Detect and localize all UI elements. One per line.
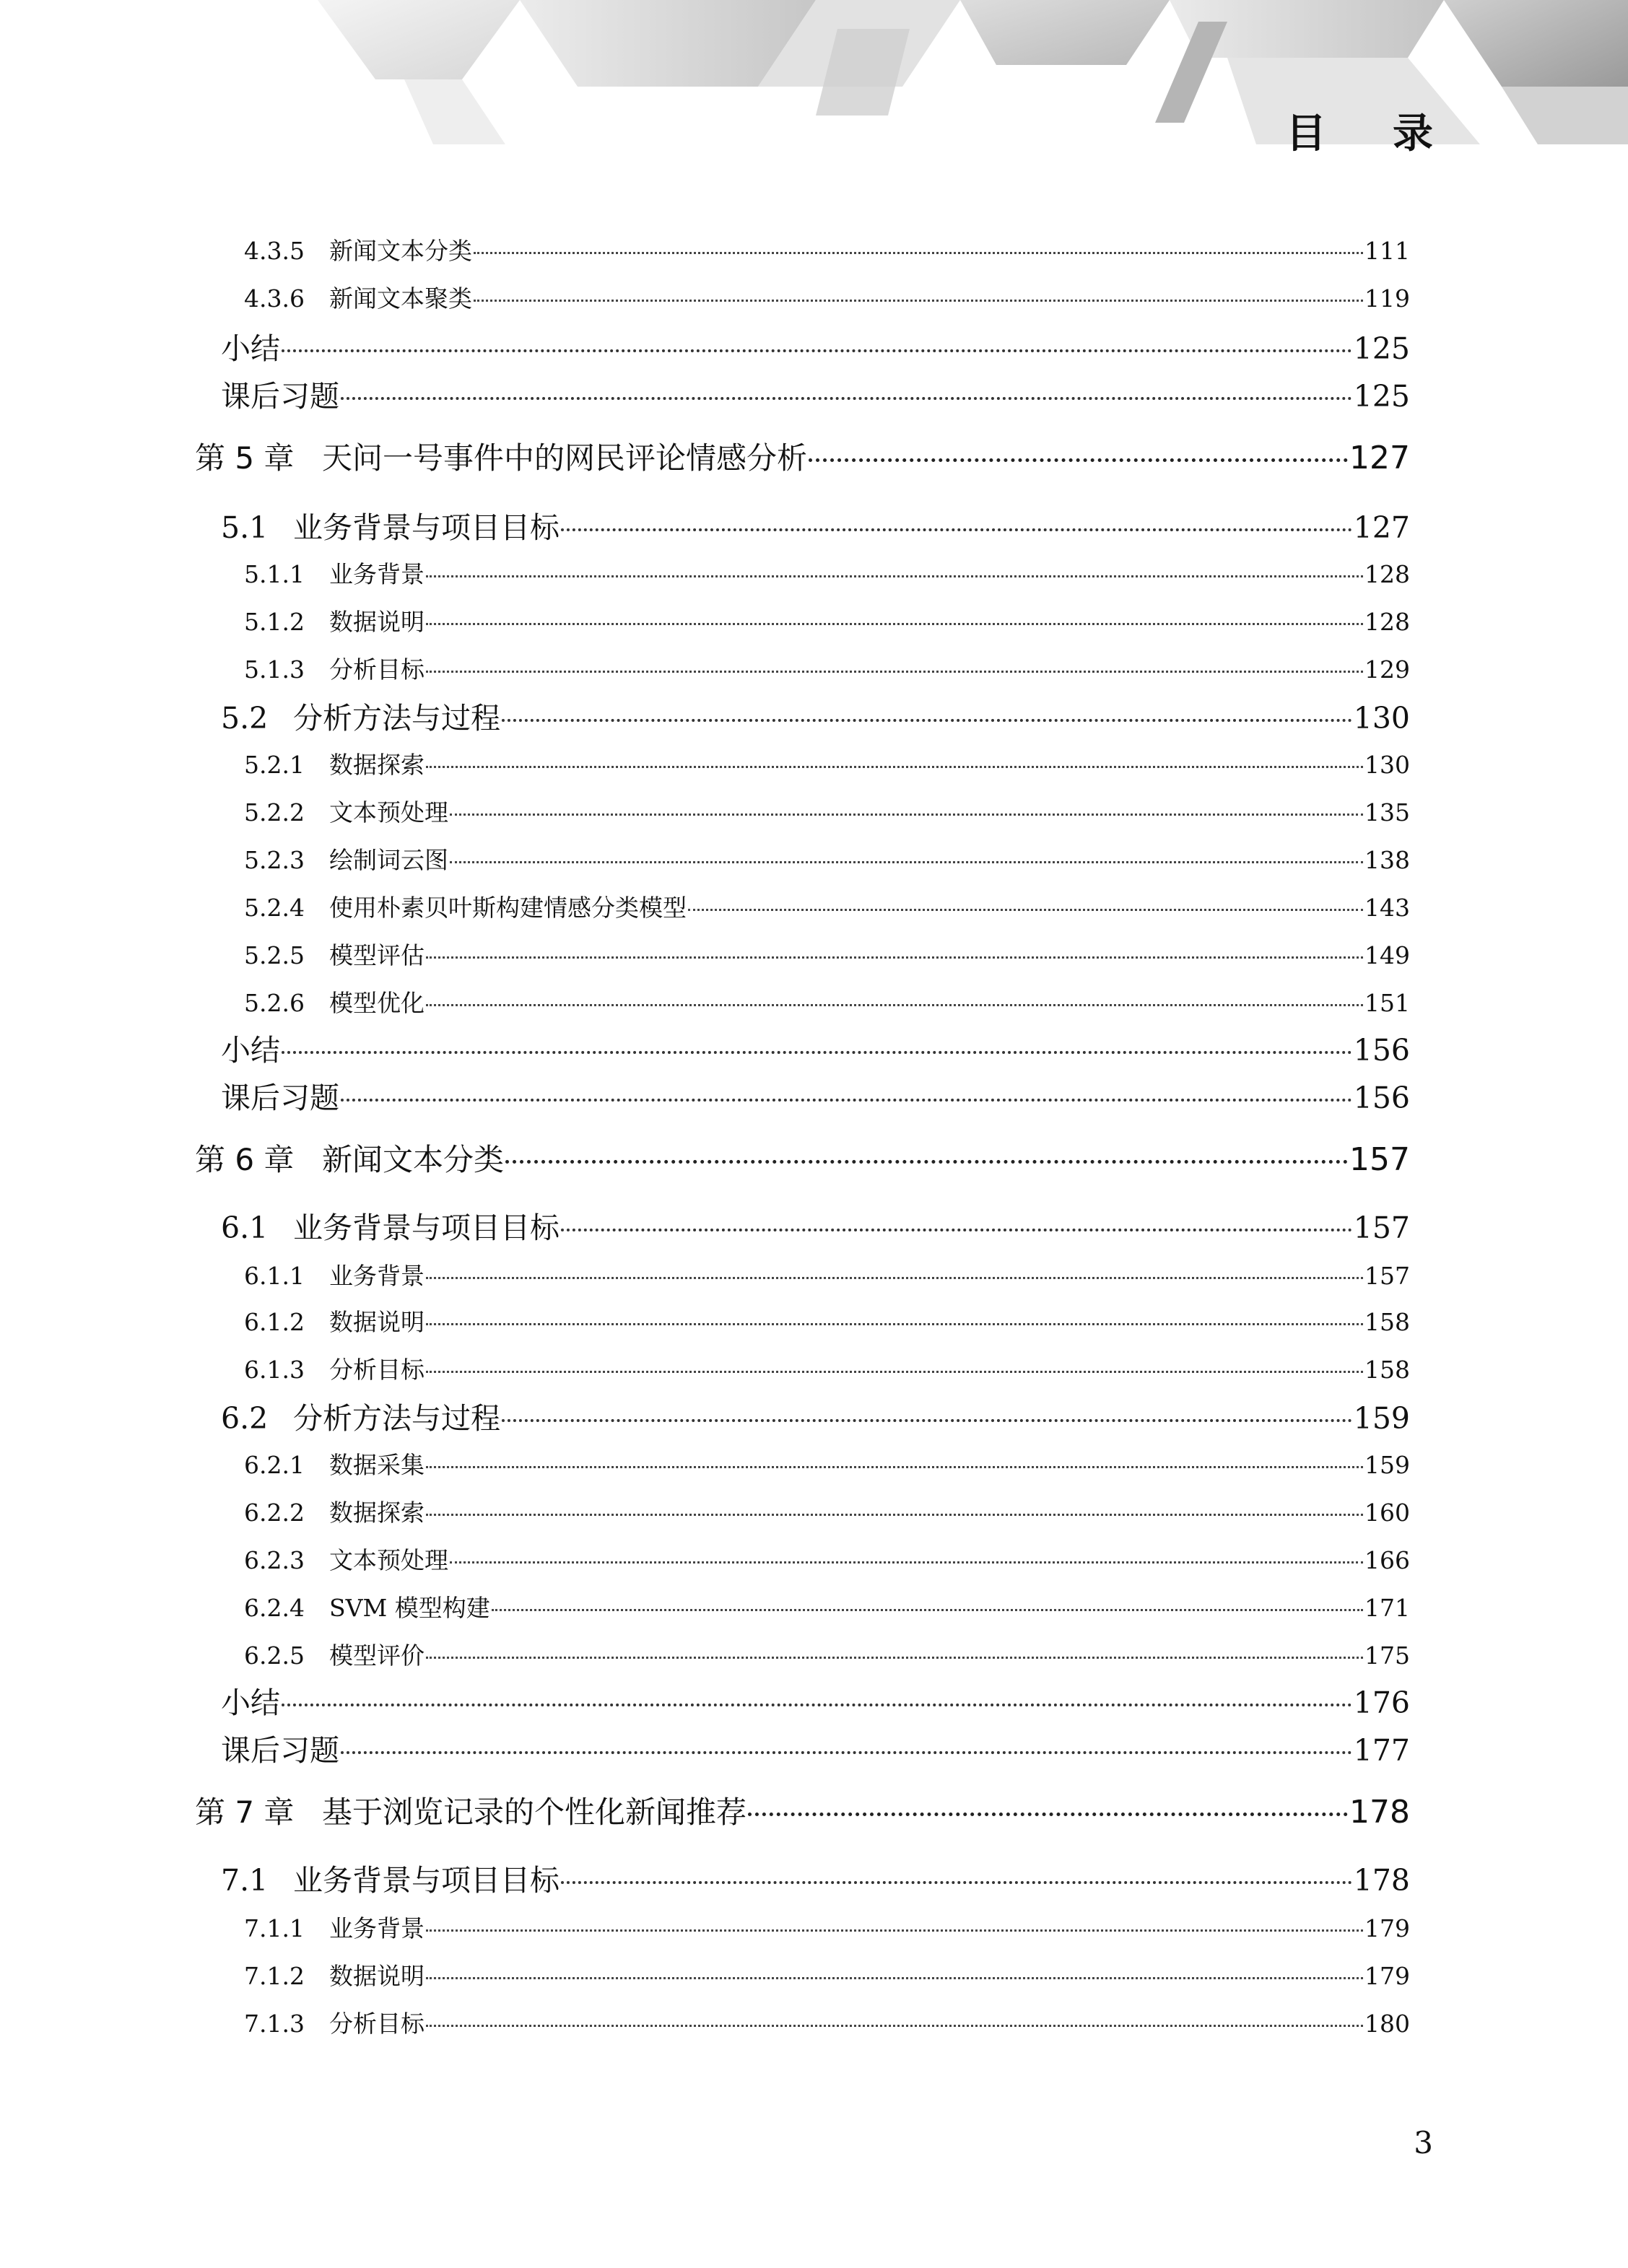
toc-entry[interactable] bbox=[221, 694, 1410, 737]
toc-entry[interactable] bbox=[244, 1542, 1410, 1576]
toc-entry[interactable] bbox=[244, 842, 1410, 876]
section-number: 6.2.3 bbox=[244, 1546, 305, 1574]
toc-entry[interactable] bbox=[244, 651, 1410, 685]
page-ref: 151 bbox=[1364, 989, 1410, 1017]
page-ref: 156 bbox=[1353, 1081, 1410, 1115]
section-number: 6.1.3 bbox=[244, 1356, 305, 1384]
section-title: 课后习题 bbox=[221, 1081, 339, 1115]
dot-leader bbox=[426, 1004, 1363, 1006]
page-ref: 166 bbox=[1364, 1546, 1410, 1574]
dot-leader bbox=[492, 1609, 1363, 1611]
section-title: 使用朴素贝叶斯构建情感分类模型 bbox=[329, 894, 687, 922]
dot-leader bbox=[426, 1514, 1363, 1516]
page-ref: 119 bbox=[1364, 284, 1410, 313]
section-number: 7.1 bbox=[221, 1863, 269, 1898]
dot-leader bbox=[502, 1419, 1352, 1422]
section-number: 4.3.5 bbox=[244, 237, 305, 265]
page-ref: 129 bbox=[1364, 655, 1410, 684]
toc-entry[interactable] bbox=[244, 2005, 1410, 2039]
page-ref: 159 bbox=[1364, 1451, 1410, 1479]
toc-entry[interactable] bbox=[244, 746, 1410, 780]
toc-entry[interactable] bbox=[244, 1351, 1410, 1385]
section-title: 模型评估 bbox=[329, 941, 425, 969]
toc-entry[interactable] bbox=[221, 1727, 1410, 1769]
dot-leader bbox=[426, 2025, 1363, 2027]
dot-leader bbox=[561, 528, 1352, 531]
section-title: 数据探索 bbox=[329, 1499, 425, 1527]
section-number: 6.1.2 bbox=[244, 1308, 305, 1336]
toc-entry[interactable] bbox=[244, 1257, 1410, 1291]
dot-leader bbox=[426, 956, 1363, 959]
dot-leader bbox=[426, 623, 1363, 625]
dot-leader bbox=[688, 909, 1363, 911]
section-number: 6.2.2 bbox=[244, 1499, 305, 1527]
section-number: 6.1.1 bbox=[244, 1262, 305, 1290]
section-title: 分析方法与过程 bbox=[293, 1401, 500, 1436]
page-ref: 125 bbox=[1353, 331, 1410, 366]
page-ref: 157 bbox=[1349, 1141, 1410, 1178]
page-ref: 127 bbox=[1353, 510, 1410, 545]
page-ref: 176 bbox=[1353, 1685, 1410, 1720]
toc-entry[interactable] bbox=[244, 1637, 1410, 1671]
dot-leader bbox=[426, 1466, 1363, 1468]
toc-entry[interactable] bbox=[244, 603, 1410, 637]
section-title: 分析方法与过程 bbox=[293, 701, 500, 736]
dot-leader bbox=[450, 814, 1363, 816]
dot-leader bbox=[426, 1323, 1363, 1325]
page-ref: 157 bbox=[1353, 1211, 1410, 1245]
page-ref: 130 bbox=[1364, 751, 1410, 779]
toc-entry[interactable] bbox=[221, 1026, 1410, 1069]
section-title: 数据说明 bbox=[329, 608, 425, 636]
toc-entry[interactable] bbox=[221, 1857, 1410, 1899]
toc-entry[interactable] bbox=[221, 325, 1410, 367]
page-ref: 127 bbox=[1349, 440, 1410, 476]
dot-leader bbox=[282, 1704, 1352, 1706]
toc-entry[interactable] bbox=[244, 1910, 1410, 1944]
toc-entry[interactable] bbox=[221, 1204, 1410, 1247]
chapter-number: 第 5 章 bbox=[195, 440, 295, 476]
toc-entry[interactable] bbox=[221, 504, 1410, 546]
section-title: 数据说明 bbox=[329, 1308, 425, 1336]
section-number: 6.2.5 bbox=[244, 1641, 305, 1670]
dot-leader bbox=[450, 861, 1363, 863]
dot-leader bbox=[426, 1277, 1363, 1279]
dot-leader bbox=[505, 1160, 1348, 1164]
section-title: 分析目标 bbox=[329, 1356, 425, 1384]
section-number: 7.1.2 bbox=[244, 1962, 305, 1990]
section-title: 课后习题 bbox=[221, 379, 339, 414]
page-ref: 158 bbox=[1364, 1356, 1410, 1384]
section-title: 模型评价 bbox=[329, 1641, 425, 1670]
page-ref: 156 bbox=[1353, 1033, 1410, 1068]
dot-leader bbox=[341, 1099, 1352, 1102]
page-ref: 149 bbox=[1364, 941, 1410, 969]
toc-entry[interactable] bbox=[244, 1589, 1410, 1623]
toc-entry[interactable] bbox=[244, 794, 1410, 828]
section-number: 6.1 bbox=[221, 1211, 269, 1245]
section-title: 业务背景与项目目标 bbox=[293, 1863, 560, 1898]
section-title: 业务背景 bbox=[329, 1914, 425, 1942]
section-title: 新闻文本分类 bbox=[329, 237, 472, 265]
section-number: 5.2.2 bbox=[244, 798, 305, 826]
section-title: 小结 bbox=[221, 1033, 280, 1068]
page-ref: 175 bbox=[1364, 1641, 1410, 1670]
section-number: 6.2.1 bbox=[244, 1451, 305, 1479]
toc-entry[interactable] bbox=[221, 372, 1410, 415]
dot-leader bbox=[450, 1561, 1363, 1563]
dot-leader bbox=[748, 1813, 1348, 1816]
toc-entry[interactable] bbox=[244, 1447, 1410, 1480]
page-ref: 138 bbox=[1364, 846, 1410, 874]
section-title: 文本预处理 bbox=[329, 798, 448, 826]
section-title: 业务背景 bbox=[329, 560, 425, 588]
section-number: 5.2 bbox=[221, 701, 269, 736]
toc-entry[interactable] bbox=[244, 1958, 1410, 1992]
section-title: 业务背景与项目目标 bbox=[293, 1211, 560, 1245]
dot-leader bbox=[561, 1881, 1352, 1884]
toc-entry[interactable] bbox=[244, 1304, 1410, 1338]
toc-entry[interactable] bbox=[244, 232, 1410, 266]
page-ref: 128 bbox=[1364, 560, 1410, 588]
section-title: 分析目标 bbox=[329, 655, 425, 684]
section-number: 7.1.3 bbox=[244, 2010, 305, 2038]
toc-chapter-entry[interactable] bbox=[195, 1136, 1410, 1179]
toc-chapter-entry[interactable] bbox=[195, 435, 1410, 478]
section-title: 小结 bbox=[221, 331, 280, 366]
toc-entry[interactable] bbox=[244, 985, 1410, 1019]
page-ref: 135 bbox=[1364, 798, 1410, 826]
section-number: 5.2.4 bbox=[244, 894, 305, 922]
section-number: 7.1.1 bbox=[244, 1914, 305, 1942]
section-title: 小结 bbox=[221, 1685, 280, 1720]
page-ref: 178 bbox=[1353, 1863, 1410, 1898]
dot-leader bbox=[561, 1229, 1352, 1231]
page-ref: 171 bbox=[1364, 1594, 1410, 1622]
dot-leader bbox=[426, 1929, 1363, 1932]
chapter-title: 基于浏览记录的个性化新闻推荐 bbox=[322, 1794, 747, 1830]
section-number: 5.1.3 bbox=[244, 655, 305, 684]
dot-leader bbox=[502, 719, 1352, 722]
dot-leader bbox=[474, 300, 1363, 302]
page-ref: 143 bbox=[1364, 894, 1410, 922]
dot-leader bbox=[282, 1051, 1352, 1054]
toc-entry[interactable] bbox=[221, 1679, 1410, 1722]
section-number: 6.2.4 bbox=[244, 1594, 305, 1622]
section-title: 绘制词云图 bbox=[329, 846, 448, 874]
section-number: 6.2 bbox=[221, 1401, 269, 1436]
toc-entry[interactable] bbox=[244, 556, 1410, 590]
dot-leader bbox=[474, 252, 1363, 254]
toc-entry[interactable] bbox=[221, 1395, 1410, 1437]
dot-leader bbox=[426, 1977, 1363, 1979]
dot-leader bbox=[426, 766, 1363, 768]
dot-leader bbox=[426, 1371, 1363, 1373]
dot-leader bbox=[282, 349, 1352, 352]
dot-leader bbox=[426, 575, 1363, 577]
page-ref: 159 bbox=[1353, 1401, 1410, 1436]
section-number: 5.1.2 bbox=[244, 608, 305, 636]
page-ref: 180 bbox=[1364, 2010, 1410, 2038]
section-title: 文本预处理 bbox=[329, 1546, 448, 1574]
chapter-title: 天问一号事件中的网民评论情感分析 bbox=[322, 440, 808, 476]
toc-entry[interactable] bbox=[244, 1494, 1410, 1528]
page-ref: 179 bbox=[1364, 1962, 1410, 1990]
toc-entry[interactable] bbox=[244, 889, 1410, 923]
dot-leader bbox=[426, 1657, 1363, 1659]
section-number: 5.1.1 bbox=[244, 560, 305, 588]
page-ref: 177 bbox=[1353, 1733, 1410, 1768]
dot-leader bbox=[341, 1751, 1352, 1754]
section-title: SVM 模型构建 bbox=[329, 1594, 490, 1622]
chapter-number: 第 7 章 bbox=[195, 1794, 295, 1830]
section-number: 5.1 bbox=[221, 510, 269, 545]
section-title: 数据探索 bbox=[329, 751, 425, 779]
section-title: 分析目标 bbox=[329, 2010, 425, 2038]
chapter-number: 第 6 章 bbox=[195, 1142, 295, 1177]
dot-leader bbox=[809, 458, 1348, 462]
page-ref: 130 bbox=[1353, 701, 1410, 736]
section-title: 模型优化 bbox=[329, 989, 425, 1017]
page-number: 3 bbox=[1414, 2125, 1433, 2160]
page-ref: 128 bbox=[1364, 608, 1410, 636]
dot-leader bbox=[426, 671, 1363, 673]
page-ref: 157 bbox=[1364, 1262, 1410, 1290]
section-number: 4.3.6 bbox=[244, 284, 305, 313]
page-title: 目录 bbox=[1286, 110, 1499, 157]
dot-leader bbox=[341, 397, 1352, 400]
section-title: 新闻文本聚类 bbox=[329, 284, 472, 313]
page-ref: 179 bbox=[1364, 1914, 1410, 1942]
toc-entry[interactable] bbox=[244, 280, 1410, 314]
section-title: 数据采集 bbox=[329, 1451, 425, 1479]
toc-entry[interactable] bbox=[244, 937, 1410, 971]
page-ref: 160 bbox=[1364, 1499, 1410, 1527]
chapter-title: 新闻文本分类 bbox=[322, 1142, 505, 1177]
section-number: 5.2.6 bbox=[244, 989, 305, 1017]
page-ref: 158 bbox=[1364, 1308, 1410, 1336]
section-number: 5.2.3 bbox=[244, 846, 305, 874]
toc-entry[interactable] bbox=[221, 1074, 1410, 1117]
toc-chapter-entry[interactable] bbox=[195, 1789, 1410, 1832]
page-ref: 178 bbox=[1349, 1794, 1410, 1831]
section-number: 5.2.5 bbox=[244, 941, 305, 969]
section-number: 5.2.1 bbox=[244, 751, 305, 779]
page-ref: 125 bbox=[1353, 379, 1410, 414]
section-title: 数据说明 bbox=[329, 1962, 425, 1990]
section-title: 课后习题 bbox=[221, 1733, 339, 1768]
page-ref: 111 bbox=[1364, 237, 1410, 265]
section-title: 业务背景与项目目标 bbox=[293, 510, 560, 545]
section-title: 业务背景 bbox=[329, 1262, 425, 1290]
